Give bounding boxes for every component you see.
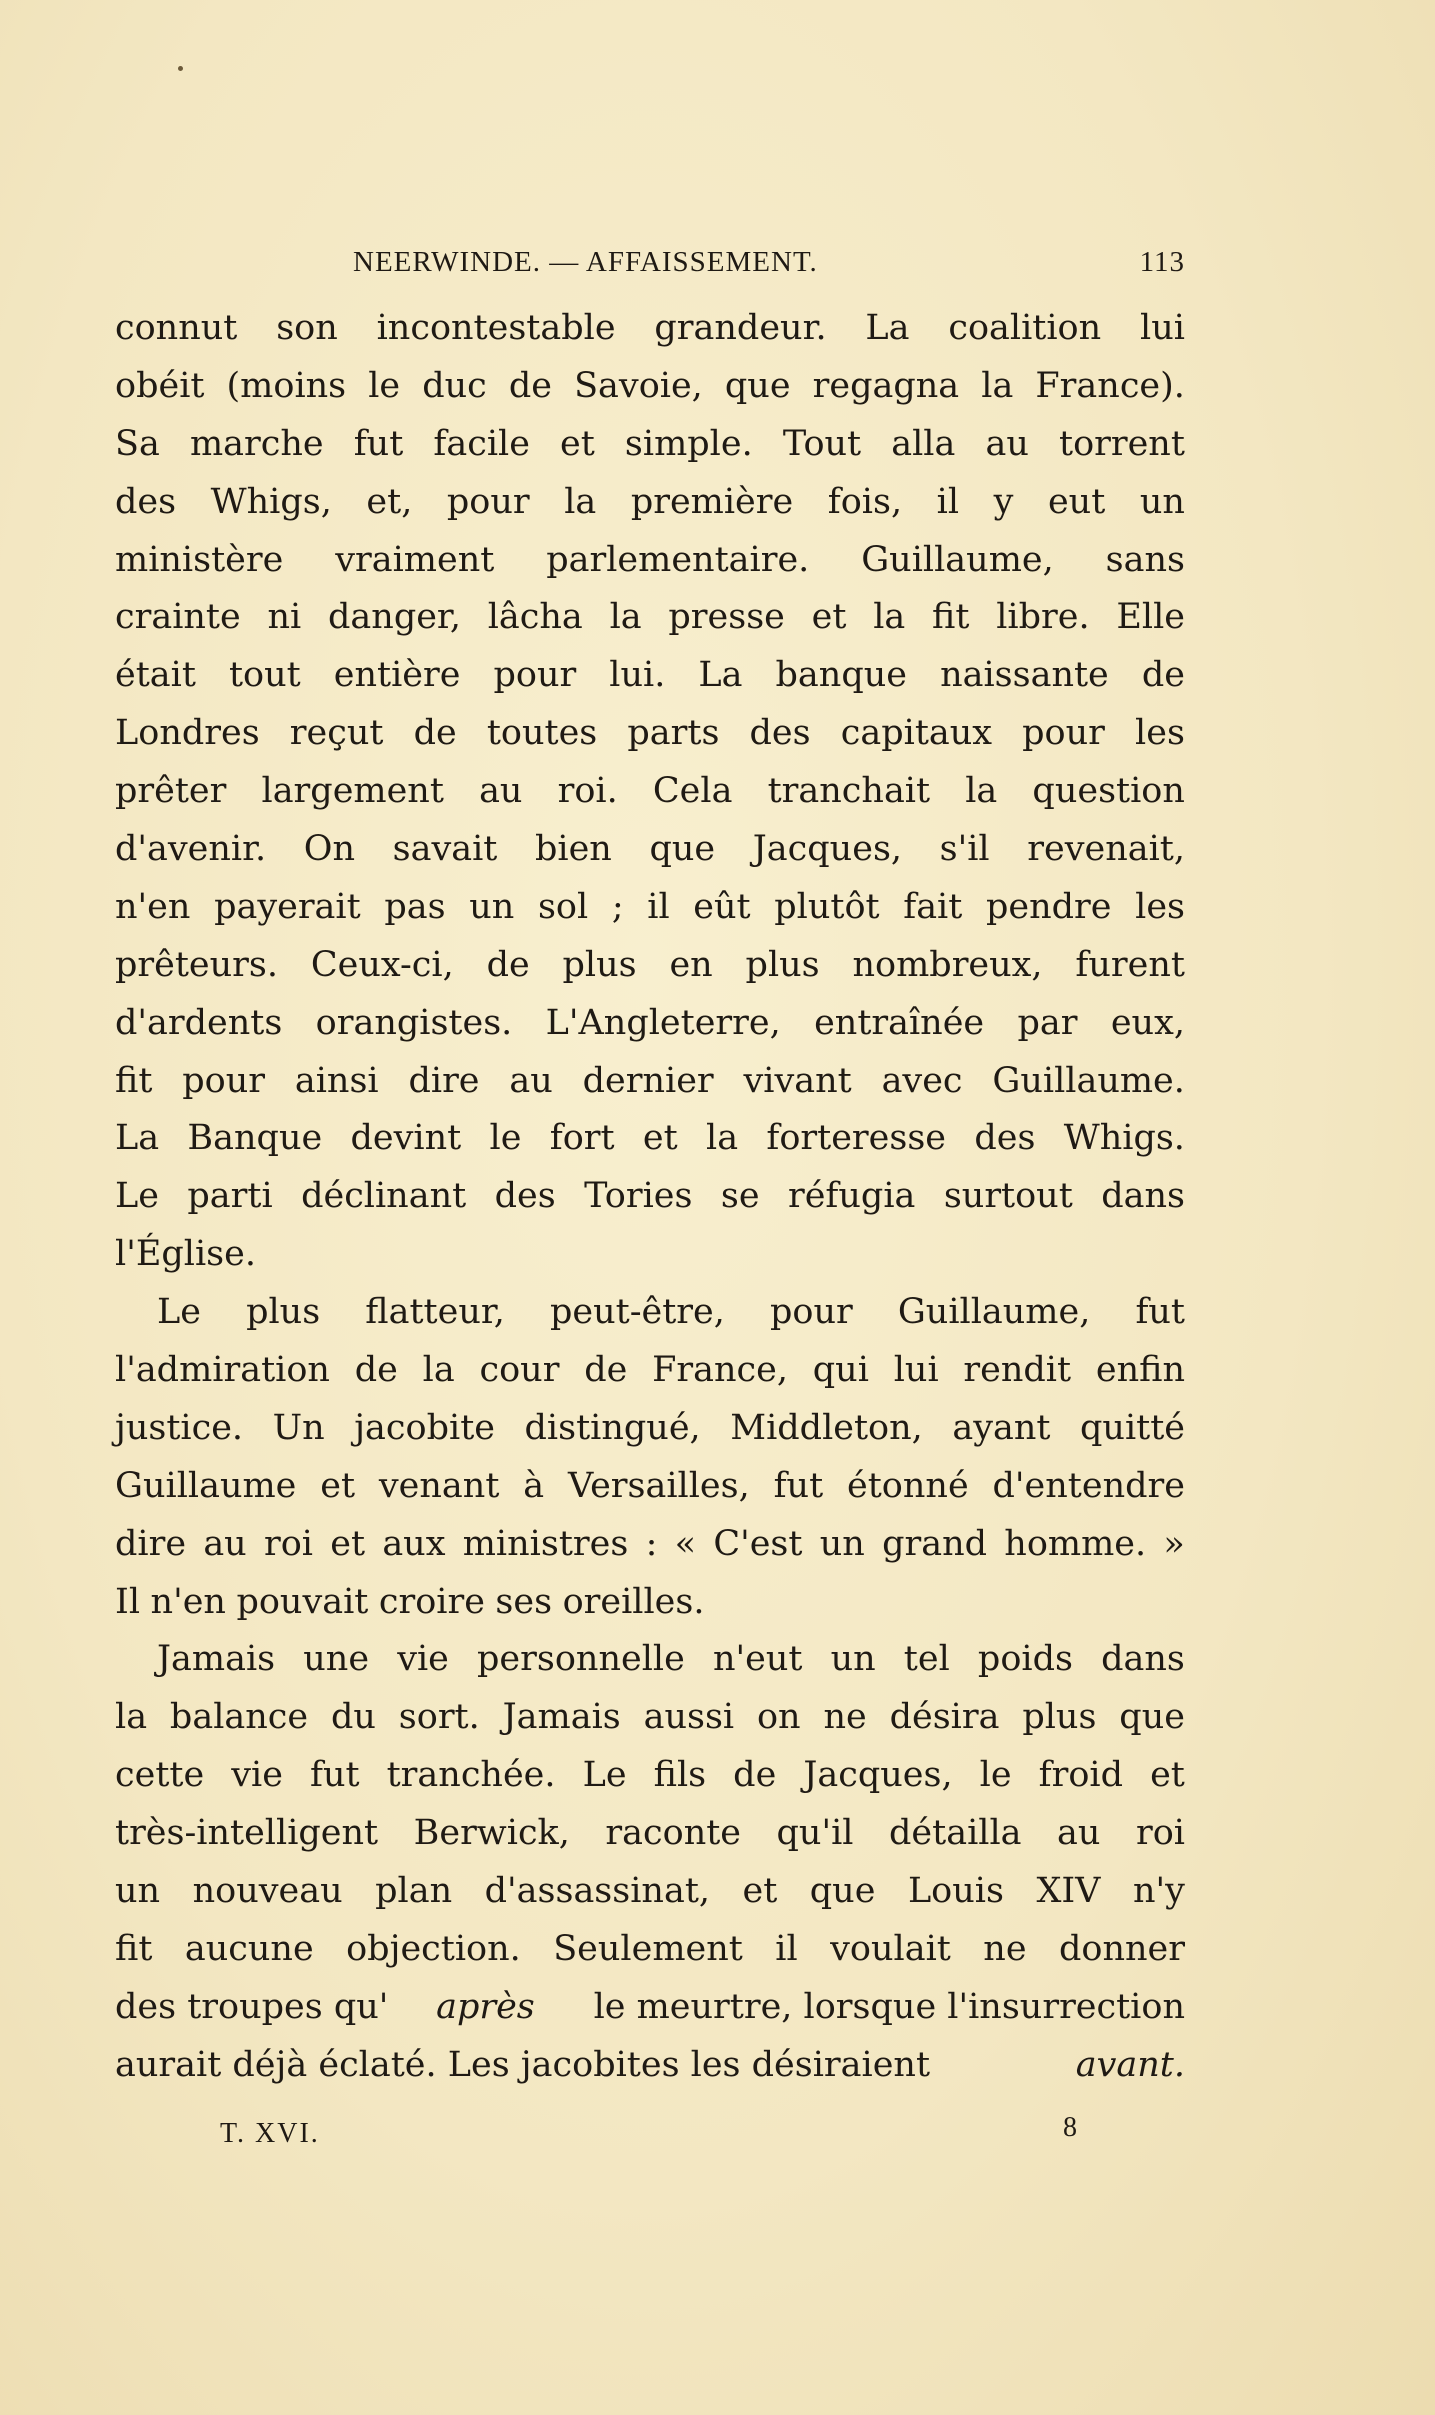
word: plus	[246, 1292, 321, 1333]
word: fut	[773, 1465, 824, 1506]
volume-mark: T. XVI.	[220, 2118, 320, 2149]
word: eut	[1047, 481, 1106, 522]
word: fit	[115, 1928, 153, 1969]
word: pouvait	[236, 1581, 369, 1622]
word: et	[1150, 1755, 1185, 1796]
word: pendre	[985, 886, 1112, 927]
word: de	[486, 944, 530, 985]
word: furent	[1075, 944, 1185, 985]
text-line	[115, 1342, 1185, 1400]
word: banque	[775, 655, 908, 696]
word: fois,	[827, 481, 903, 522]
word: pas	[384, 886, 446, 927]
text-line	[115, 532, 1185, 590]
word: obéit	[115, 365, 205, 406]
word: fit	[932, 597, 970, 638]
text-line	[115, 1400, 1185, 1458]
word: les	[1135, 886, 1185, 927]
word: était	[115, 655, 196, 696]
word: ne	[823, 1697, 867, 1738]
word: Jacques,	[803, 1755, 953, 1796]
word: presse	[668, 597, 785, 638]
word: Whigs,	[210, 481, 332, 522]
word: le	[979, 1755, 1012, 1796]
text-line	[115, 879, 1185, 937]
word: Louis	[907, 1871, 1004, 1912]
word: dire	[115, 1523, 187, 1564]
word: duc	[422, 365, 487, 406]
word: coalition	[948, 308, 1102, 348]
word: grandeur.	[654, 308, 827, 348]
text-line	[115, 1805, 1185, 1863]
word: Guillaume,	[897, 1292, 1091, 1333]
word: au	[203, 1523, 247, 1564]
word: un	[469, 886, 515, 927]
word: de	[508, 365, 552, 406]
word: Versailles,	[568, 1465, 750, 1506]
word: eût	[693, 886, 751, 927]
word: orangistes.	[315, 1002, 513, 1043]
word: croire	[378, 1581, 485, 1622]
word: jacobite	[354, 1407, 495, 1448]
word: voulait	[830, 1928, 951, 1969]
word: la	[706, 1118, 739, 1159]
word: y	[993, 481, 1014, 522]
word: danger,	[328, 597, 461, 638]
word: Le	[157, 1292, 201, 1333]
word: ni	[267, 597, 302, 638]
word: l'admiration	[115, 1350, 330, 1391]
word: cette	[115, 1755, 205, 1796]
word: sort.	[398, 1697, 480, 1738]
word: dernier	[582, 1060, 714, 1101]
word: entière	[333, 655, 461, 696]
word: de	[733, 1755, 777, 1796]
page-number: 113	[1139, 246, 1185, 278]
word: devint	[350, 1118, 462, 1159]
word: au	[985, 423, 1029, 464]
word: Jacques,	[752, 829, 903, 870]
word: par	[1017, 1002, 1078, 1043]
word: Middleton,	[730, 1407, 923, 1448]
word: Ceux-ci,	[310, 944, 454, 985]
word: d'avenir.	[115, 829, 267, 870]
word: sol	[537, 886, 589, 927]
word: que	[1119, 1697, 1185, 1738]
word: une	[303, 1639, 370, 1680]
text-line	[115, 1863, 1185, 1921]
word: homme.	[1004, 1523, 1147, 1564]
word: tranchée.	[386, 1755, 556, 1796]
word: au	[1057, 1813, 1101, 1854]
word: la	[609, 597, 642, 638]
word: aux	[382, 1523, 446, 1564]
signature-mark: 8	[1063, 2112, 1077, 2143]
word: cour	[479, 1350, 560, 1391]
word: aucune	[184, 1928, 314, 1969]
word: crainte	[115, 597, 241, 638]
word: France,	[652, 1350, 788, 1391]
text-span: aurait déjà éclaté. Les jacobites les désiraient	[115, 2044, 942, 2085]
word: vivant	[743, 1060, 852, 1101]
word: des	[115, 481, 177, 522]
text-line	[115, 589, 1185, 647]
word: il	[647, 886, 670, 927]
word: connut	[115, 308, 238, 348]
word: fort	[549, 1118, 615, 1159]
word: bien	[535, 829, 612, 870]
word: la	[965, 771, 998, 812]
word: parti	[187, 1176, 273, 1217]
word: fut	[309, 1755, 360, 1796]
word: la	[564, 481, 597, 522]
word: du	[330, 1697, 376, 1738]
word: et	[320, 1465, 356, 1506]
word: lui.	[609, 655, 666, 696]
word: n'en	[150, 1581, 226, 1622]
word: le	[368, 365, 401, 406]
word: XIV	[1036, 1871, 1101, 1912]
word: très-intelligent	[115, 1813, 379, 1854]
word: simple.	[624, 423, 753, 464]
word: Tout	[782, 423, 862, 464]
word: étonné	[847, 1465, 969, 1506]
word: pour	[769, 1292, 853, 1333]
word: quitté	[1080, 1407, 1185, 1448]
word: flatteur,	[365, 1292, 505, 1333]
word: vie	[397, 1639, 449, 1680]
text-span: le meurtre, lorsque l'insurrection	[582, 1986, 1185, 2027]
word: de	[584, 1350, 628, 1391]
word: payerait	[214, 886, 361, 927]
word: fit	[115, 1060, 153, 1101]
word: (moins	[226, 365, 347, 406]
word: alla	[891, 423, 956, 464]
text-line	[115, 416, 1185, 474]
word: tout	[228, 655, 301, 696]
text-line	[115, 1574, 1185, 1632]
word: personnelle	[477, 1639, 685, 1680]
word: venant	[378, 1465, 500, 1506]
word: s'il	[939, 829, 990, 870]
word: incontestable	[376, 308, 616, 348]
word: ne	[983, 1928, 1027, 1969]
word: surtout	[943, 1176, 1073, 1217]
word: «	[674, 1523, 697, 1564]
word: il	[775, 1928, 798, 1969]
word: Cela	[652, 771, 733, 812]
word: Il	[115, 1581, 141, 1622]
word: et	[642, 1118, 678, 1159]
word: sans	[1105, 539, 1185, 580]
word: ministres	[462, 1523, 629, 1564]
word: aussi	[643, 1697, 735, 1738]
word: question	[1032, 771, 1185, 812]
word: d'entendre	[992, 1465, 1185, 1506]
word: qui	[812, 1350, 869, 1391]
word: regagna	[812, 365, 960, 406]
word: Le	[582, 1755, 627, 1796]
word: des	[974, 1118, 1036, 1159]
text-line	[115, 763, 1185, 821]
word: plus	[1022, 1697, 1097, 1738]
text-line	[115, 1689, 1185, 1747]
word: marche	[189, 423, 324, 464]
word: La	[698, 655, 743, 696]
word: de	[354, 1350, 398, 1391]
word: déclinant	[301, 1176, 467, 1217]
word: en	[669, 944, 713, 985]
word: n'y	[1132, 1871, 1185, 1912]
text-line	[115, 995, 1185, 1053]
word: Seulement	[553, 1928, 743, 1969]
word: la	[873, 597, 906, 638]
word: lâcha	[487, 597, 583, 638]
word: roi	[1135, 1813, 1185, 1854]
word: C'est	[713, 1523, 803, 1564]
word: pour	[493, 655, 577, 696]
word: Londres	[115, 713, 260, 754]
word: se	[720, 1176, 760, 1217]
word: poids	[977, 1639, 1073, 1680]
word: au	[509, 1060, 553, 1101]
text-line	[115, 821, 1185, 879]
word: Whigs.	[1063, 1118, 1185, 1159]
italic-span: avant.	[1075, 2044, 1185, 2085]
word: parlementaire.	[546, 539, 810, 580]
word: et	[330, 1523, 366, 1564]
word: d'assassinat,	[484, 1871, 711, 1912]
text-line	[115, 358, 1185, 416]
word: plus	[562, 944, 637, 985]
word: des	[749, 713, 811, 754]
word: rendit	[963, 1350, 1072, 1391]
text-line	[115, 1921, 1185, 1979]
word: le	[489, 1118, 522, 1159]
word: Tories	[584, 1176, 693, 1217]
word: :	[645, 1523, 658, 1564]
page-footer	[115, 2112, 1185, 2152]
word: La	[865, 308, 910, 348]
text-line	[115, 1631, 1185, 1689]
word: Guillaume.	[992, 1060, 1185, 1101]
word: un	[115, 1871, 161, 1912]
word: libre.	[996, 597, 1090, 638]
word: roi	[264, 1523, 313, 1564]
word: fut	[353, 423, 404, 464]
word: et	[560, 423, 595, 464]
word: largement	[261, 771, 444, 812]
word: Guillaume	[115, 1465, 297, 1506]
text-line	[115, 937, 1185, 995]
word: ses	[495, 1581, 553, 1622]
word: grand	[882, 1523, 988, 1564]
word: ministère	[115, 539, 284, 580]
word: Elle	[1116, 597, 1185, 638]
word: désira	[889, 1697, 1000, 1738]
word: parts	[627, 713, 720, 754]
word: torrent	[1059, 423, 1185, 464]
word: fut	[1135, 1292, 1185, 1333]
text-line	[115, 1110, 1185, 1168]
word: un	[819, 1523, 865, 1564]
word: des	[494, 1176, 556, 1217]
word: première	[630, 481, 794, 522]
paper-speck	[178, 66, 183, 71]
word: donner	[1058, 1928, 1185, 1969]
word: Jamais	[157, 1639, 276, 1680]
text-line	[115, 1226, 1185, 1284]
word: n'eut	[712, 1639, 803, 1680]
word: et	[742, 1871, 778, 1912]
text-line	[115, 474, 1185, 532]
word: vraiment	[335, 539, 495, 580]
word: oreilles.	[562, 1581, 705, 1622]
text-line	[115, 1516, 1185, 1574]
word: facile	[433, 423, 530, 464]
text-line	[115, 647, 1185, 705]
text-line	[115, 1284, 1185, 1342]
word: et	[811, 597, 847, 638]
word: détailla	[889, 1813, 1022, 1854]
word: »	[1163, 1523, 1185, 1564]
word: dans	[1101, 1176, 1185, 1217]
text-line	[115, 1053, 1185, 1111]
word: balance	[169, 1697, 309, 1738]
word: fils	[653, 1755, 707, 1796]
word: que	[649, 829, 716, 870]
word: Jamais	[502, 1697, 621, 1738]
word: plus	[745, 944, 820, 985]
word: L'Angleterre,	[545, 1002, 781, 1043]
text-line	[115, 300, 1185, 358]
word: qu'il	[776, 1813, 854, 1854]
body-text	[115, 300, 1185, 2095]
word: ainsi	[294, 1060, 379, 1101]
word: plan	[375, 1871, 453, 1912]
running-title: NEERWINDE. — AFFAISSEMENT.	[353, 246, 818, 278]
word: Le	[115, 1176, 159, 1217]
word: Savoie,	[574, 365, 703, 406]
word: Sa	[115, 423, 160, 464]
word: capitaux	[840, 713, 993, 754]
word: raconte	[605, 1813, 742, 1854]
word: Guillaume,	[861, 539, 1054, 580]
word: de	[1141, 655, 1185, 696]
word: nouveau	[192, 1871, 343, 1912]
word: forteresse	[766, 1118, 947, 1159]
word: nombreux,	[852, 944, 1043, 985]
word: lui	[1140, 308, 1185, 348]
word: ;	[611, 886, 624, 927]
word: distingué,	[524, 1407, 701, 1448]
running-header	[115, 240, 1185, 290]
word: et,	[366, 481, 413, 522]
word: lui	[893, 1350, 939, 1391]
word: tranchait	[767, 771, 931, 812]
word: naissante	[940, 655, 1109, 696]
text-span: des troupes qu'	[115, 1986, 389, 2027]
word: pour	[1022, 713, 1105, 754]
word: que	[724, 365, 791, 406]
text-line	[115, 705, 1185, 763]
word: prêteurs.	[115, 944, 278, 985]
word: d'ardents	[115, 1002, 283, 1043]
word: au	[479, 771, 523, 812]
word: objection.	[346, 1928, 521, 1969]
word: reçut	[289, 713, 384, 754]
word: peut-être,	[549, 1292, 725, 1333]
word: on	[756, 1697, 801, 1738]
text-line-mixed	[115, 1979, 1185, 2037]
word: savait	[392, 829, 498, 870]
word: réfugia	[787, 1176, 916, 1217]
word: On	[303, 829, 356, 870]
word: froid	[1038, 1755, 1124, 1796]
word: son	[276, 308, 338, 348]
word: vie	[231, 1755, 283, 1796]
word: France).	[1035, 365, 1185, 406]
word: les	[1135, 713, 1185, 754]
word: la	[115, 1697, 148, 1738]
word: enfin	[1095, 1350, 1185, 1391]
text-line	[115, 1747, 1185, 1805]
word: roi.	[557, 771, 618, 812]
word: la	[981, 365, 1014, 406]
word: que	[809, 1871, 876, 1912]
word: justice.	[115, 1407, 244, 1448]
word: ayant	[952, 1407, 1051, 1448]
word: Banque	[187, 1118, 323, 1159]
word: plutôt	[774, 886, 880, 927]
word: un	[1139, 481, 1185, 522]
word: avec	[881, 1060, 963, 1101]
word: il	[936, 481, 960, 522]
word: tel	[903, 1639, 950, 1680]
word: Berwick,	[413, 1813, 570, 1854]
word: dans	[1101, 1639, 1185, 1680]
word: La	[115, 1118, 160, 1159]
word: dire	[408, 1060, 480, 1101]
word: Un	[272, 1407, 325, 1448]
word: entraînée	[814, 1002, 985, 1043]
word: pour	[446, 481, 530, 522]
word: toutes	[486, 713, 598, 754]
word: fait	[903, 886, 963, 927]
word: de	[413, 713, 457, 754]
text-line	[115, 1458, 1185, 1516]
word: prêter	[115, 771, 227, 812]
word: pour	[182, 1060, 266, 1101]
word: la	[422, 1350, 455, 1391]
word: n'en	[115, 886, 191, 927]
text-line	[115, 1168, 1185, 1226]
word: eux,	[1110, 1002, 1185, 1043]
word: un	[830, 1639, 876, 1680]
word: à	[523, 1465, 545, 1506]
word: revenait,	[1027, 829, 1185, 870]
text-line-mixed	[115, 2037, 1185, 2095]
italic-span: après	[436, 1986, 535, 2027]
word: l'Église.	[115, 1234, 256, 1275]
